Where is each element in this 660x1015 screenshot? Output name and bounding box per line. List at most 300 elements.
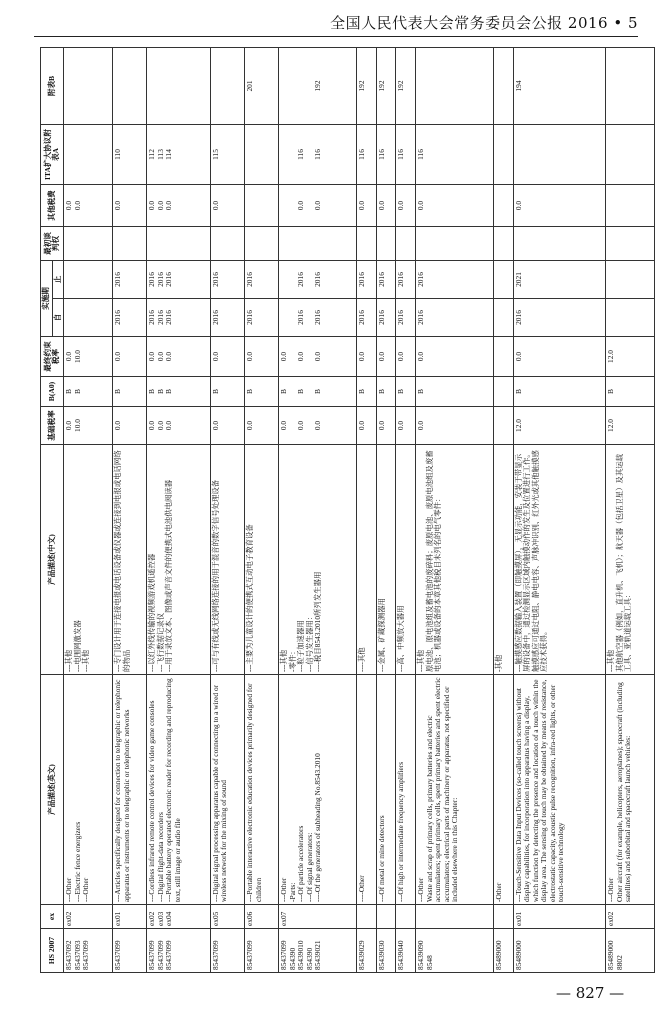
table-row bbox=[513, 48, 605, 973]
cell-line: 0.0 bbox=[416, 200, 426, 211]
cell-line: ---其他 bbox=[416, 649, 426, 672]
cell-line bbox=[426, 379, 435, 404]
ita-annex-a-cell bbox=[279, 125, 357, 185]
tariff-body bbox=[64, 48, 655, 973]
cell-line: 0.0 bbox=[513, 200, 523, 211]
negotiating-right-cell bbox=[279, 227, 357, 261]
cell-line: ---Of high or intermediate frequency amplifiers bbox=[396, 761, 406, 902]
cell-line bbox=[74, 301, 83, 334]
other-duties-cell bbox=[113, 185, 147, 227]
period-start-cell bbox=[113, 299, 147, 337]
cell-line: 2016 bbox=[376, 310, 386, 325]
negotiating-right-cell bbox=[113, 227, 147, 261]
cell-line: 2016 bbox=[244, 272, 254, 287]
cell-line: 112 bbox=[147, 149, 157, 160]
cell-line: 2016 bbox=[296, 272, 306, 287]
cell-line: ex02 bbox=[64, 911, 74, 926]
b-a0-cell bbox=[513, 377, 605, 407]
cell-line bbox=[417, 907, 426, 926]
cell-line: 0.0 bbox=[147, 420, 157, 431]
cell-line: ---Portable interactive electronic education devices primarily designed for children bbox=[244, 683, 263, 902]
b-a0-cell bbox=[279, 377, 357, 407]
hs-code-cell bbox=[376, 929, 396, 973]
base-rate-cell bbox=[244, 407, 278, 445]
table-row bbox=[244, 48, 278, 973]
cell-line bbox=[495, 301, 504, 334]
cell-line bbox=[74, 907, 83, 926]
col-desc-en: 产品描述(英文) bbox=[41, 675, 64, 905]
table-row bbox=[494, 48, 514, 973]
cell-line: 854390 bbox=[304, 947, 314, 970]
cell-line: -其他 bbox=[494, 654, 503, 672]
cell-line: 116 bbox=[396, 149, 406, 160]
cell-line: 85437099 bbox=[210, 940, 220, 970]
cell-line: ---Other bbox=[416, 877, 426, 902]
desc-cn-cell bbox=[147, 445, 210, 675]
cell-line: 854390 bbox=[287, 947, 297, 970]
period-start-cell bbox=[494, 299, 514, 337]
cell-line bbox=[82, 907, 91, 926]
cell-line: 2016 bbox=[376, 272, 386, 287]
cell-line: 0.0 bbox=[155, 200, 165, 211]
hs-code-cell bbox=[113, 929, 147, 973]
cell-line: 113 bbox=[155, 149, 165, 160]
cell-line bbox=[397, 907, 406, 926]
final-rate-cell bbox=[244, 337, 278, 377]
b-a0-cell bbox=[357, 377, 377, 407]
period-end-cell bbox=[113, 261, 147, 299]
b-a0-cell bbox=[210, 377, 244, 407]
ex-cell bbox=[357, 905, 377, 929]
desc-cn-cell bbox=[606, 445, 655, 675]
cell-line bbox=[607, 263, 616, 296]
desc-cn-cell bbox=[279, 445, 357, 675]
cell-line bbox=[314, 907, 323, 926]
cell-line: 0.0 bbox=[164, 200, 174, 211]
base-rate-cell bbox=[494, 407, 514, 445]
cell-line bbox=[495, 50, 504, 122]
base-rate-cell bbox=[147, 407, 210, 445]
b-a0-cell bbox=[376, 377, 396, 407]
table-row bbox=[376, 48, 396, 973]
cell-line: -Other bbox=[494, 882, 503, 902]
cell-line: ---其他 bbox=[81, 649, 91, 672]
negotiating-right-cell bbox=[244, 227, 278, 261]
period-end-cell bbox=[396, 261, 416, 299]
other-duties-cell bbox=[396, 185, 416, 227]
cell-line bbox=[616, 187, 625, 224]
desc-en-cell bbox=[279, 675, 357, 905]
cell-line: 85439040 bbox=[396, 940, 406, 970]
cell-line: 0.0 bbox=[357, 420, 367, 431]
page-number: — 827 — bbox=[556, 984, 625, 1002]
negotiating-right-cell bbox=[513, 227, 605, 261]
cell-line bbox=[280, 263, 289, 296]
base-rate-cell bbox=[396, 407, 416, 445]
cell-line: B bbox=[210, 389, 220, 394]
col-ita-annex-a: ITA扩大协议附表A bbox=[41, 125, 64, 185]
period-start-cell bbox=[513, 299, 605, 337]
cell-line: 2016 bbox=[147, 310, 157, 325]
final-rate-cell bbox=[396, 337, 416, 377]
base-rate-cell bbox=[513, 407, 605, 445]
base-rate-cell bbox=[606, 407, 655, 445]
ex-cell bbox=[113, 905, 147, 929]
cell-line: 192 bbox=[376, 80, 386, 92]
final-rate-cell bbox=[279, 337, 357, 377]
col-desc-cn: 产品描述(中文) bbox=[41, 445, 64, 675]
cell-line: 85439029 bbox=[357, 940, 367, 970]
tariff-table bbox=[40, 47, 655, 973]
negotiating-right-cell bbox=[357, 227, 377, 261]
col-hs: HS 2007 bbox=[41, 929, 64, 973]
cell-line bbox=[607, 187, 616, 224]
cell-line bbox=[616, 127, 625, 182]
cell-line: ex07 bbox=[279, 911, 289, 926]
cell-line: 2016 bbox=[155, 310, 165, 325]
cell-line bbox=[82, 379, 91, 404]
cell-line bbox=[74, 50, 83, 122]
cell-line: 2016 bbox=[396, 310, 406, 325]
cell-line: 2016 bbox=[313, 310, 323, 325]
cell-line bbox=[616, 339, 625, 374]
ita-annex-b-cell bbox=[494, 48, 514, 125]
ita-annex-a-cell bbox=[210, 125, 244, 185]
ita-annex-a-cell bbox=[376, 125, 396, 185]
cell-line: 0.0 bbox=[64, 420, 74, 431]
cell-line: 10.0 bbox=[72, 419, 82, 432]
ita-annex-b-cell bbox=[357, 48, 377, 125]
cell-line: ---Digital signal processing apparatus capable of connecting to a wired or wireless network for the mixing of sound bbox=[210, 684, 229, 902]
other-duties-cell bbox=[279, 185, 357, 227]
cell-line: ex02 bbox=[147, 911, 157, 926]
period-start-cell bbox=[396, 299, 416, 337]
period-start-cell bbox=[210, 299, 244, 337]
cell-line: 116 bbox=[313, 149, 323, 160]
base-rate-cell bbox=[357, 407, 377, 445]
period-end-cell bbox=[147, 261, 210, 299]
cell-line: ---金属、矿藏探测器用 bbox=[376, 598, 386, 672]
cell-line bbox=[82, 339, 91, 374]
cell-line bbox=[616, 301, 625, 334]
cell-line bbox=[212, 50, 221, 122]
cell-line: 116 bbox=[416, 149, 426, 160]
cell-line bbox=[289, 50, 298, 122]
negotiating-right-cell bbox=[396, 227, 416, 261]
cell-line: ---触摸感应数据输入装置（即触摸屏），无显示功能，安装于带显示屏的设备中，通过检测显示区域内触摸动作的发生及位置进行工作。触摸感应可通过电阻、静电电容、声脉冲识别、红外光或其他触摸感应技术获得。 bbox=[513, 450, 549, 672]
period-end-cell bbox=[210, 261, 244, 299]
cell-line: 2016 bbox=[210, 272, 220, 287]
cell-line: B bbox=[416, 389, 426, 394]
cell-line bbox=[358, 907, 367, 926]
cell-line bbox=[426, 339, 435, 374]
cell-line: 0.0 bbox=[113, 420, 123, 431]
ita-annex-b-cell bbox=[64, 48, 113, 125]
negotiating-right-cell bbox=[376, 227, 396, 261]
b-a0-cell bbox=[416, 377, 494, 407]
cell-line: ---Other bbox=[64, 877, 74, 902]
cell-line bbox=[65, 263, 74, 296]
cell-line: 85437099 bbox=[81, 940, 91, 970]
cell-line bbox=[82, 263, 91, 296]
cell-line: 85439010 bbox=[296, 940, 306, 970]
cell-line: 0.0 bbox=[396, 351, 406, 362]
cell-line: 2016 bbox=[155, 272, 165, 287]
cell-line bbox=[82, 50, 91, 122]
cell-line: 114 bbox=[164, 149, 174, 160]
cell-line: 2016 bbox=[396, 272, 406, 287]
ex-cell bbox=[244, 905, 278, 929]
ita-annex-b-cell bbox=[606, 48, 655, 125]
cell-line bbox=[495, 187, 504, 224]
desc-cn-cell bbox=[210, 445, 244, 675]
cell-line: 85439021 bbox=[313, 940, 323, 970]
ita-annex-b-cell bbox=[147, 48, 210, 125]
ita-annex-a-cell bbox=[147, 125, 210, 185]
cell-line bbox=[157, 50, 166, 122]
cell-line: 0.0 bbox=[296, 420, 306, 431]
cell-line: 12.0 bbox=[606, 419, 616, 432]
cell-line: 0.0 bbox=[313, 200, 323, 211]
cell-line: 0.0 bbox=[210, 351, 220, 362]
cell-line bbox=[426, 50, 435, 122]
period-end-cell bbox=[513, 261, 605, 299]
cell-line: -零件： bbox=[287, 647, 297, 672]
cell-line: ---粒子加速器用 bbox=[296, 620, 306, 672]
desc-cn-cell bbox=[357, 445, 377, 675]
ita-annex-b-cell bbox=[513, 48, 605, 125]
cell-line: ----Other bbox=[357, 875, 367, 902]
cell-line: B bbox=[72, 389, 82, 394]
period-start-cell bbox=[606, 299, 655, 337]
cell-line: ex02 bbox=[606, 911, 616, 926]
cell-line bbox=[495, 907, 504, 926]
cell-line: 12.0 bbox=[513, 419, 523, 432]
ita-annex-b-cell bbox=[113, 48, 147, 125]
negotiating-right-cell bbox=[210, 227, 244, 261]
cell-line: 0.0 bbox=[113, 200, 123, 211]
cell-line: ---其他 bbox=[64, 649, 74, 672]
cell-line bbox=[114, 50, 123, 122]
cell-line: B bbox=[147, 389, 157, 394]
ita-annex-b-cell bbox=[416, 48, 494, 125]
base-rate-cell bbox=[376, 407, 396, 445]
cell-line: 0.0 bbox=[416, 351, 426, 362]
base-rate-cell bbox=[416, 407, 494, 445]
cell-line: 2016 bbox=[416, 310, 426, 325]
cell-line: B bbox=[164, 389, 174, 394]
period-end-cell bbox=[64, 261, 113, 299]
desc-cn-cell bbox=[113, 445, 147, 675]
cell-line: 0.0 bbox=[357, 200, 367, 211]
cell-line bbox=[82, 301, 91, 334]
cell-line: 0.0 bbox=[279, 351, 289, 362]
cell-line: ---Of particle accelerators bbox=[296, 825, 306, 902]
cell-line: 85437099 bbox=[164, 940, 174, 970]
period-end-cell bbox=[416, 261, 494, 299]
table-row bbox=[147, 48, 210, 973]
ex-cell bbox=[416, 905, 494, 929]
cell-line bbox=[65, 301, 74, 334]
cell-line bbox=[297, 50, 306, 122]
final-rate-cell bbox=[606, 337, 655, 377]
hs-code-cell bbox=[147, 929, 210, 973]
col-other-duties: 其他税费 bbox=[41, 185, 64, 227]
cell-line bbox=[82, 187, 91, 224]
cell-line: ---Digital flight-data recorders bbox=[155, 812, 165, 902]
ita-annex-a-cell bbox=[244, 125, 278, 185]
cell-line: 0.0 bbox=[296, 351, 306, 362]
cell-line: ---Portable battery operated electronic reader for recording and reproducing text, still image or audio file bbox=[164, 678, 182, 902]
cell-line: -Parts: bbox=[287, 882, 297, 902]
cell-line: 0.0 bbox=[296, 200, 306, 211]
cell-line bbox=[417, 50, 426, 122]
cell-line bbox=[495, 339, 504, 374]
cell-line bbox=[82, 127, 91, 182]
base-rate-cell bbox=[113, 407, 147, 445]
table-frame bbox=[40, 48, 655, 973]
hs-code-cell bbox=[64, 929, 113, 973]
cell-line: 192 bbox=[396, 80, 406, 92]
desc-cn-cell bbox=[494, 445, 514, 675]
col-negotiating-right: 最初谈判权 bbox=[41, 227, 64, 261]
ex-cell bbox=[396, 905, 416, 929]
hs-code-cell bbox=[279, 929, 357, 973]
cell-line bbox=[426, 409, 435, 442]
cell-line: 12.0 bbox=[606, 350, 616, 363]
cell-line bbox=[74, 127, 83, 182]
ex-cell bbox=[64, 905, 113, 929]
ita-annex-a-cell bbox=[396, 125, 416, 185]
desc-en-cell bbox=[113, 675, 147, 905]
cell-line: 2016 bbox=[113, 272, 123, 287]
cell-line: ---其他 bbox=[606, 649, 616, 672]
desc-en-cell bbox=[244, 675, 278, 905]
desc-cn-cell bbox=[416, 445, 494, 675]
hs-code-cell bbox=[513, 929, 605, 973]
desc-cn-cell bbox=[376, 445, 396, 675]
cell-line: 0.0 bbox=[513, 351, 523, 362]
cell-line bbox=[426, 907, 435, 926]
cell-line: 8802 bbox=[614, 955, 624, 970]
period-start-cell bbox=[357, 299, 377, 337]
ita-annex-a-cell bbox=[606, 125, 655, 185]
base-rate-cell bbox=[279, 407, 357, 445]
cell-line: 0.0 bbox=[313, 420, 323, 431]
cell-line bbox=[246, 187, 255, 224]
cell-line: 192 bbox=[313, 80, 323, 92]
cell-line bbox=[65, 127, 74, 182]
cell-line: B bbox=[313, 389, 323, 394]
col-period-start: 自 bbox=[52, 299, 64, 337]
cell-line: 其他航空器（例如，直升机、飞机）；航天器（包括卫星）及其运载工具、亚轨道运载工具： bbox=[614, 453, 633, 672]
cell-line: 2016 bbox=[357, 310, 367, 325]
negotiating-right-cell bbox=[147, 227, 210, 261]
cell-line: ----Of the generators of subheading No.8543.2010 bbox=[313, 753, 323, 902]
desc-en-cell bbox=[210, 675, 244, 905]
cell-line bbox=[616, 409, 625, 442]
ita-annex-b-cell bbox=[396, 48, 416, 125]
cell-line: ---主要为儿童设计的便携式互动电子教育设备 bbox=[244, 524, 254, 672]
cell-line: ---信号发生器用： bbox=[304, 612, 314, 672]
cell-line: ---Articles specifically designed for connection to telegraphic or telephonic apparatus or instruments or to telegraphic or telephonic networks bbox=[113, 679, 131, 902]
cell-line: ---电围网激发器 bbox=[72, 620, 82, 672]
other-duties-cell bbox=[210, 185, 244, 227]
cell-line: 0.0 bbox=[210, 420, 220, 431]
cell-line: 2016 bbox=[513, 310, 523, 325]
period-end-cell bbox=[357, 261, 377, 299]
cell-line bbox=[426, 127, 435, 182]
cell-line: B bbox=[513, 389, 523, 394]
cell-line bbox=[607, 50, 616, 122]
ex-cell bbox=[279, 905, 357, 929]
cell-line: 2016 bbox=[113, 310, 123, 325]
desc-cn-cell bbox=[513, 445, 605, 675]
cell-line: 85437093 bbox=[72, 940, 82, 970]
cell-line: 116 bbox=[376, 149, 386, 160]
b-a0-cell bbox=[113, 377, 147, 407]
period-end-cell bbox=[606, 261, 655, 299]
period-end-cell bbox=[244, 261, 278, 299]
desc-cn-cell bbox=[64, 445, 113, 675]
cell-line: ---Other bbox=[81, 877, 91, 902]
b-a0-cell bbox=[396, 377, 416, 407]
cell-line: 116 bbox=[296, 149, 306, 160]
b-a0-cell bbox=[494, 377, 514, 407]
cell-line: 85437092 bbox=[64, 940, 74, 970]
cell-line bbox=[280, 187, 289, 224]
cell-line: 85439090 bbox=[416, 940, 426, 970]
ex-cell bbox=[210, 905, 244, 929]
cell-line bbox=[82, 409, 91, 442]
ita-annex-b-cell bbox=[210, 48, 244, 125]
table-row bbox=[279, 48, 357, 973]
col-b-a0: B(A0) bbox=[41, 377, 64, 407]
cell-line: B bbox=[606, 389, 616, 394]
cell-line: 2016 bbox=[164, 272, 174, 287]
ita-annex-a-cell bbox=[113, 125, 147, 185]
cell-line: 85489000 bbox=[494, 940, 503, 970]
hs-code-cell bbox=[210, 929, 244, 973]
desc-en-cell bbox=[606, 675, 655, 905]
cell-line: ---Of signal generators: bbox=[304, 832, 314, 902]
cell-line: 0.0 bbox=[113, 351, 123, 362]
cell-line: 0.0 bbox=[244, 420, 254, 431]
cell-line: 0.0 bbox=[357, 351, 367, 362]
table-row bbox=[113, 48, 147, 973]
cell-line: 0.0 bbox=[376, 420, 386, 431]
cell-line: 0.0 bbox=[72, 200, 82, 211]
cell-line: 85437099 bbox=[244, 940, 254, 970]
cell-line: 116 bbox=[357, 149, 367, 160]
cell-line: ----税目8543.2010所列发生器用 bbox=[313, 571, 323, 672]
col-ita-annex-b: 附表B bbox=[41, 48, 64, 125]
cell-line: 0.0 bbox=[164, 351, 174, 362]
table-row bbox=[64, 48, 113, 973]
ex-cell bbox=[147, 905, 210, 929]
cell-line: 110 bbox=[113, 149, 123, 160]
final-rate-cell bbox=[513, 337, 605, 377]
ita-annex-a-cell bbox=[494, 125, 514, 185]
cell-line bbox=[297, 907, 306, 926]
other-duties-cell bbox=[64, 185, 113, 227]
col-ex: ex bbox=[41, 905, 64, 929]
final-rate-cell bbox=[113, 337, 147, 377]
base-rate-cell bbox=[210, 407, 244, 445]
hs-code-cell bbox=[606, 929, 655, 973]
cell-line: ---可与有线或无线网络连接的用于混音的数字信号处理设备 bbox=[210, 479, 220, 672]
negotiating-right-cell bbox=[606, 227, 655, 261]
